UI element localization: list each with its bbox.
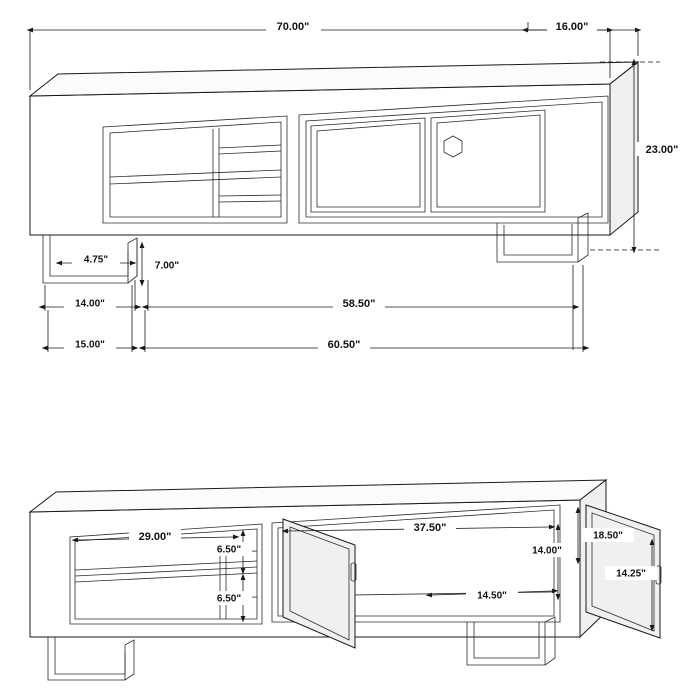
dimension-4-75-label: 4.75" bbox=[83, 254, 109, 266]
dimension-37-5-label: 37.50" bbox=[413, 521, 447, 534]
dimension-70-label: 70.00" bbox=[276, 20, 310, 33]
dimension-14 bbox=[45, 280, 135, 311]
dimension-18-50-label: 18.50" bbox=[593, 530, 623, 542]
dimension-70 bbox=[33, 19, 607, 33]
open-door-view bbox=[30, 480, 661, 680]
dimension-14-label: 14.00" bbox=[75, 298, 105, 310]
front-elevation-view bbox=[30, 19, 690, 352]
dimension-15 bbox=[48, 285, 132, 352]
open-leg-left-inner bbox=[55, 637, 125, 674]
dimension-58-5-label: 58.50" bbox=[342, 297, 376, 310]
dimension-7-label: 7.00" bbox=[154, 260, 180, 272]
dimension-4-75 bbox=[62, 252, 130, 266]
open-leg-left-outer bbox=[48, 637, 125, 680]
dimension-6-50-bottom-label: 6.50" bbox=[216, 593, 242, 605]
dimension-16 bbox=[528, 19, 635, 33]
dimension-16-label: 16.00" bbox=[555, 20, 589, 33]
dimension-60-5-label: 60.50" bbox=[327, 338, 361, 351]
dimension-14-25-label: 14.25" bbox=[616, 568, 646, 580]
dimension-29-label: 29.00" bbox=[138, 530, 172, 543]
open-leg-left-side bbox=[125, 640, 134, 680]
leg-left-side bbox=[128, 238, 137, 283]
dimension-7 bbox=[142, 248, 189, 280]
dimension-6-50-top-label: 6.50" bbox=[216, 544, 242, 556]
dimension-23 bbox=[634, 65, 690, 247]
dimension-14-50-label: 14.50" bbox=[477, 590, 507, 602]
dimension-23-label: 23.00" bbox=[645, 143, 679, 156]
dimension-14-00-label: 14.00" bbox=[532, 545, 562, 557]
dimension-15-label: 15.00" bbox=[75, 339, 105, 351]
